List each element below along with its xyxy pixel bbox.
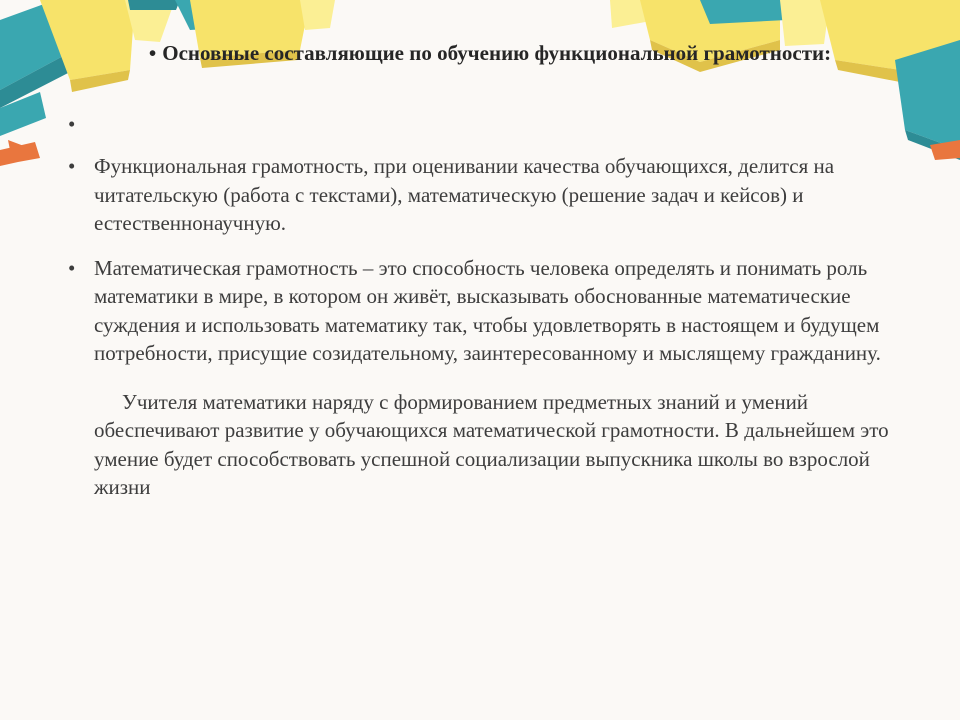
slide-title-text: Основные составляющие по обучению функциональной грамотности:	[162, 41, 832, 65]
bullet-item-functional-literacy	[68, 152, 918, 238]
bullet-item-math-literacy	[68, 254, 918, 368]
slide-content	[68, 110, 918, 502]
bullet-icon: •	[68, 112, 76, 136]
bullet-icon: •	[68, 255, 76, 280]
bullet-text: Функциональная грамотность, при оценивании качества обучающихся, делится на читательскую (работа с текстами), математическую (решение задач и кейсов) и естественнонаучную.	[94, 154, 835, 235]
bullet-icon: •	[68, 154, 76, 178]
bullet-icon: •	[148, 41, 157, 65]
bullet-text: Математическая грамотность – это способность человека определять и понимать роль математики в мире, в котором он живёт, высказывать обоснованные математические суждения и использовать математику так, чтобы удовлетворять в настоящем и будущем потребности, присущие созидательному, заинтересованному и мыслящему гражданину.	[94, 255, 881, 365]
slide-title	[140, 40, 840, 67]
empty-bullet-item	[68, 110, 918, 138]
closing-paragraph: Учителя математики наряду с формированием предметных знаний и умений обеспечивают развитие у обучающихся математической грамотности. В дальнейшем это умение будет способствовать успешной социализации выпускника школы во взрослой жизни	[94, 389, 889, 499]
